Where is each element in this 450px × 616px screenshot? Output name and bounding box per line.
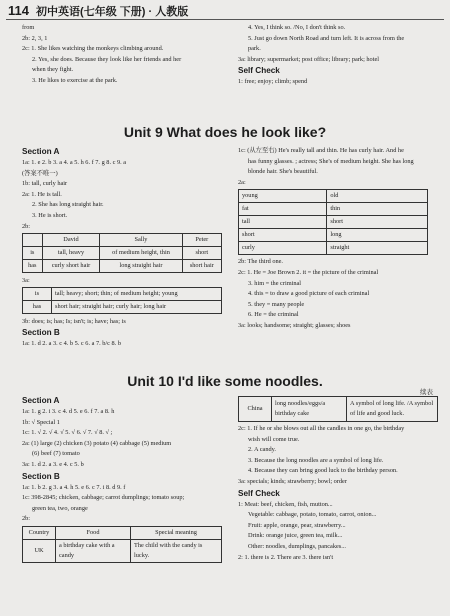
text-line: 3a:	[22, 277, 30, 285]
text-line: 2. She has long straight hair.	[32, 201, 104, 209]
table-cell: China	[239, 397, 272, 422]
text-line: 4. Because they can bring good luck to the birthday person.	[248, 467, 398, 475]
text-line: 1c: 398-2845; chicken, cabbage; carrot dumplings; tomato soup;	[22, 494, 185, 502]
table-cell: has	[23, 300, 52, 313]
section-heading: Section B	[22, 471, 60, 481]
unit-9-right-column	[238, 146, 443, 332]
table-cell: a birthday cake with a candy	[56, 539, 131, 562]
unit-10-right-column	[238, 396, 443, 563]
text-line: 4. Yes, I think so. /No, I don't think so.	[248, 24, 346, 31]
table-row	[23, 300, 222, 313]
top-left-column	[22, 23, 222, 87]
text-line: 3. He is short.	[32, 211, 68, 219]
table-cell: old	[327, 190, 428, 203]
text-line: 2b:	[22, 222, 31, 230]
text-line: 2a:	[238, 178, 246, 186]
table-cell: long	[327, 229, 428, 242]
section-heading: Self Check	[238, 66, 280, 76]
text-line: 3. He likes to exercise at the park.	[32, 76, 118, 84]
text-line: 1a: 1. g 2. i 3. c 4. d 5. e 6. f 7. a 8. h	[22, 408, 115, 415]
text-line: 3a: 1. d 2. a 3. e 4. c 5. b	[22, 460, 84, 468]
text-line: 6. He = the criminal	[248, 311, 299, 319]
table-cell: long noodles/eggs/a birthday cake	[272, 397, 347, 422]
table-header-row	[23, 234, 222, 247]
table-cell: straight	[327, 242, 428, 255]
text-line: 2c: 1. She likes watching the monkeys climbing around.	[22, 45, 164, 53]
text-line: 2b: The third one.	[238, 258, 284, 266]
text-line: 3. Because the long noodles are a symbol of long life.	[248, 456, 384, 464]
table-cell: Country	[23, 526, 56, 539]
text-line: 2. A candy.	[248, 446, 276, 454]
table-cell: long straight hair	[100, 260, 182, 273]
text-line: when they fight.	[32, 66, 74, 74]
section-heading: Self Check	[238, 488, 280, 498]
table-cell: A symbol of long life. /A symbol of life and good luck.	[347, 397, 438, 422]
table-cell: young	[239, 190, 327, 203]
table-cell: short	[239, 229, 327, 242]
text-line: 1a: 1. e 2. b 3. a 4. a 5. h 6. f 7. g 8. c 9. a	[22, 159, 127, 166]
page-number: 114	[8, 3, 29, 18]
table-row	[239, 203, 428, 216]
table-row	[239, 229, 428, 242]
page-header	[8, 3, 188, 19]
text-line: green tea, two, orange	[32, 504, 88, 512]
table-cell: is	[23, 247, 43, 260]
text-line: 2a: (1) large (2) chicken (3) potato (4) cabbage (5) medium	[22, 439, 172, 447]
text-line: 1b: √ Special 1	[22, 418, 60, 426]
table-cell: fat	[239, 203, 327, 216]
section-heading: Section A	[22, 147, 60, 156]
unit-9-left-column	[22, 146, 227, 350]
section-heading: Section A	[22, 396, 60, 405]
table-3a	[22, 287, 222, 314]
text-line: 2a: 1. He is tall.	[22, 190, 62, 198]
table-cell: The child with the candy is lucky.	[131, 539, 222, 562]
table-cell	[23, 234, 43, 247]
text-line: 2b:	[22, 515, 31, 523]
table-cell: short hair; straight hair; curly hair; long hair	[52, 300, 222, 313]
table-row	[239, 242, 428, 255]
text-line: Vegetable: cabbage, potato, tomato, carrot, onion...	[248, 511, 377, 519]
unit-10-title: Unit 10 I'd like some noodles.	[127, 373, 323, 389]
table-cell: Peter	[182, 234, 221, 247]
text-line: wish will come true.	[248, 435, 300, 443]
book-title: 初中英语(七年级 下册) · 人教版	[36, 6, 189, 18]
table-row	[239, 216, 428, 229]
table-row	[239, 190, 428, 203]
text-line: 1c: 1. √ 2. √ 4. √ 5. √ 6. √ 7. √ 8. √ ;	[22, 429, 113, 437]
table-cell: tall, heavy	[42, 247, 100, 260]
table-cell: tall; heavy; short; thin; of medium height; young	[52, 287, 222, 300]
table-row	[23, 247, 222, 260]
text-line: 1c: (从左至右) He's really tall and thin. He has curly hair. And he	[238, 147, 404, 154]
table-2b	[22, 526, 222, 563]
table-cell: short hair	[182, 260, 221, 273]
unit-9-title: Unit 9 What does he look like?	[123, 124, 327, 140]
text-line: has funny glasses. ; actress; She's of medium height. She has long	[248, 157, 414, 165]
table-header-row	[23, 526, 222, 539]
table-cell: thin	[327, 203, 428, 216]
top-right-column	[238, 23, 443, 88]
table-cell: Food	[56, 526, 131, 539]
table-cell: Sally	[100, 234, 182, 247]
table-cell: is	[23, 287, 52, 300]
text-line: 3. him = the criminal	[248, 279, 302, 287]
table-cell: Special meaning	[131, 526, 222, 539]
text-line: 1a: 1. d 2. a 3. c 4. b 5. c 6. a 7. b/c 8. b	[22, 340, 121, 348]
text-line: park.	[248, 45, 261, 53]
text-line: 1: free; enjoy; climb; spend	[238, 78, 308, 86]
table-cell: short	[327, 216, 428, 229]
text-line: 2: 1. there is 2. There are 3. there isn't	[238, 553, 334, 561]
table-2a	[238, 189, 428, 255]
text-line: 3b: does; is; has; Is; isn't; is; have; has; is	[22, 317, 126, 325]
table-row	[23, 287, 222, 300]
header-divider	[6, 19, 444, 20]
text-line: (答案不唯一)	[22, 169, 58, 177]
text-line: 2c: 1. He = Joe Brown 2. it = the picture of the criminal	[238, 268, 379, 276]
table-continued	[238, 396, 438, 422]
table-2b	[22, 233, 222, 273]
table-row	[239, 397, 438, 422]
text-line: 3a: looks; handsome; straight; glasses; shoes	[238, 321, 351, 329]
table-cell: tall	[239, 216, 327, 229]
text-line: Fruit: apple, orange, pear, strawberry...	[248, 521, 346, 529]
unit-10-left-column	[22, 395, 227, 563]
text-line: 4. this = to draw a good picture of each criminal	[248, 290, 370, 298]
text-line: (6) beef (7) tomato	[32, 450, 80, 458]
text-line: 2b: 2, 3, 1	[22, 34, 48, 42]
section-heading: Section B	[22, 328, 60, 338]
text-line: blonde hair. She's beautiful.	[248, 168, 318, 176]
text-line: Drink: orange juice, green tea, milk...	[248, 532, 343, 540]
text-line: 5. Just go down North Road and turn left. It is across from the	[248, 34, 405, 42]
table-cell: curly short hair	[42, 260, 100, 273]
text-line: 1: Meat: beef, chicken, fish, mutton...	[238, 500, 333, 508]
text-line: 1b: tall, curly hair	[22, 180, 68, 188]
table-cell: curly	[239, 242, 327, 255]
text-line: 1a: 1. b 2. g 3. a 4. h 5. e 6. c 7. i 8. d 9. f	[22, 483, 126, 491]
continued-label: 续表	[420, 389, 433, 396]
text-line: from	[22, 24, 35, 31]
table-cell: has	[23, 260, 43, 273]
text-line: 2. Yes, she does. Because they look like her friends and her	[32, 55, 182, 63]
table-cell: David	[42, 234, 100, 247]
table-row	[23, 260, 222, 273]
table-row	[23, 539, 222, 562]
text-line: 5. they = many people	[248, 300, 305, 308]
text-line: 2c: 1. If he or she blows out all the candles in one go, the birthday	[238, 425, 405, 432]
text-line: 3a: specials; kinds; strawberry; bowl; order	[238, 477, 347, 485]
table-cell: of medium height, thin	[100, 247, 182, 260]
table-cell: UK	[23, 539, 56, 562]
text-line: Other: noodles, dumplings, pancakes...	[248, 542, 346, 550]
text-line: 3a: library; supermarket; post office; library; park; hotel	[238, 55, 379, 63]
table-cell: short	[182, 247, 221, 260]
